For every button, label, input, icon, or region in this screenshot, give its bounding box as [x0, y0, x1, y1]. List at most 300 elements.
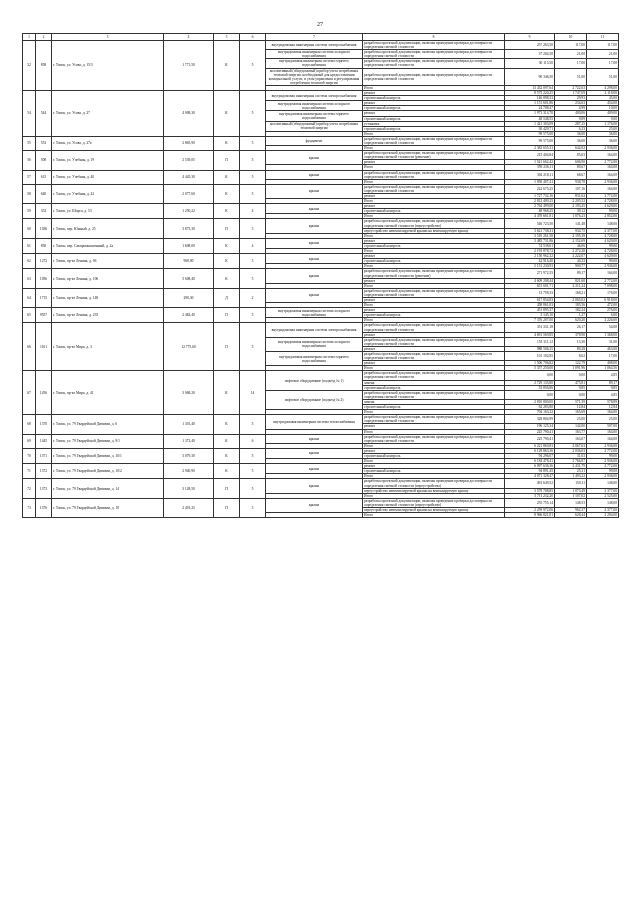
- work-cost: 225 790,41: [505, 434, 555, 443]
- house-area: 2 077,60: [164, 184, 214, 203]
- max-cost: 164,00: [587, 434, 619, 443]
- specific-cost: 2 193,45: [555, 204, 587, 209]
- work-type: разработка проектной документации, включая проведение проверки достоверности определения сметной стоимости: [363, 352, 505, 361]
- row-number: 58: [23, 184, 36, 203]
- row-number: 55: [23, 136, 36, 150]
- col-header: 10: [555, 34, 587, 41]
- page-number: 27: [317, 22, 323, 28]
- total-cost: 6 184 478,41: [505, 459, 555, 464]
- work-cost: 2 810 800,00: [505, 399, 555, 404]
- work-type: разработка проектной документации, включая проведение проверки достоверности определения сметной стоимости: [363, 184, 505, 193]
- specific-cost: 9,89: [555, 116, 587, 121]
- max-cost: 2 772,00: [587, 278, 619, 283]
- wall-material: К: [214, 184, 240, 203]
- total-specific-cost: 36,00: [555, 131, 587, 136]
- work-type: строительный контроль: [363, 106, 505, 111]
- work-cost: 0,00: [505, 371, 555, 380]
- wall-material: П: [214, 151, 240, 170]
- house-id: 1372: [36, 464, 52, 479]
- specific-cost: 821,60: [555, 278, 587, 283]
- house-address: г. Томск, ул. 79 Гвардейской Дивизии, д. 14: [52, 479, 164, 498]
- system-name: внутридомовая инженерная система горячего водоснабжения: [266, 111, 363, 121]
- total-max-cost: 4 298,00: [587, 85, 619, 90]
- house-id: 508: [36, 151, 52, 170]
- house-area: 3 079,30: [164, 448, 214, 463]
- max-cost: 6 918,00: [587, 297, 619, 302]
- total-label: Итого: [363, 443, 505, 448]
- work-type: переустройство невентилируемой крыши на вентилируемую крышу: [363, 488, 505, 493]
- work-type: строительный контроль: [363, 469, 505, 474]
- col-header: 9: [505, 34, 555, 41]
- wall-material: К: [214, 91, 240, 137]
- specific-cost: 2 036,03: [555, 448, 587, 453]
- house-id: 544: [36, 91, 52, 137]
- specific-cost: 0,00: [555, 371, 587, 380]
- max-cost: 1 176,00: [587, 121, 619, 126]
- work-cost: 146 898,33: [505, 96, 555, 101]
- max-cost: 21,00: [587, 50, 619, 59]
- specific-cost: 0,00: [555, 390, 587, 399]
- floor-count: 14: [240, 371, 266, 415]
- work-type: ремонт: [363, 111, 505, 116]
- specific-cost: 475,81: [555, 380, 587, 385]
- work-cost: 13 758,33: [505, 288, 555, 297]
- work-cost: 3 485 731,86: [505, 238, 555, 243]
- max-cost: 99,00: [587, 469, 619, 474]
- work-type: ремонт: [363, 91, 505, 96]
- specific-cost: 25,31: [555, 469, 587, 474]
- house-id: 1036: [36, 219, 52, 238]
- max-cost: 276,00: [587, 308, 619, 313]
- specific-cost: 13,36: [555, 337, 587, 346]
- work-cost: 37 204,50: [505, 50, 555, 59]
- work-type: ремонт: [363, 424, 505, 429]
- specific-cost: 9,85: [555, 385, 587, 390]
- specific-cost: 89,17: [555, 269, 587, 278]
- max-cost: 54,00: [587, 323, 619, 332]
- total-specific-cost: 642,02: [555, 146, 587, 151]
- floor-count: 5: [240, 170, 266, 184]
- work-type: строительный контроль: [363, 126, 505, 131]
- specific-cost: 141,48: [555, 219, 587, 228]
- system-name: крыша: [266, 479, 363, 493]
- specific-cost: 80,28: [555, 346, 587, 351]
- specific-cost: 378,90: [555, 332, 587, 337]
- total-max-cost: 36,00: [587, 131, 619, 136]
- house-address: г. Томск, ул. Усова, д. 15/3: [52, 41, 164, 91]
- max-cost: 6,00: [587, 313, 619, 318]
- specific-cost: 44,33: [555, 259, 587, 264]
- max-cost: 2 772,00: [587, 464, 619, 469]
- system-name: крыша: [266, 184, 363, 198]
- specific-cost: 168,21: [555, 288, 587, 297]
- col-header: 7: [266, 34, 363, 41]
- work-type: разработка проектной документации, включая проведение проверки достоверности определения сметной стоимости: [363, 59, 505, 68]
- specific-cost: 234,63: [555, 101, 587, 106]
- work-cost: 48 548,55: [505, 116, 555, 121]
- max-cost: 2 772,00: [587, 448, 619, 453]
- col-header: 6: [240, 34, 266, 41]
- col-header: 3: [52, 34, 164, 41]
- total-label: Итого: [363, 283, 505, 288]
- specific-cost: 962,37: [555, 508, 587, 513]
- total-cost: 651 601,71: [505, 283, 555, 288]
- total-max-cost: 4 728,00: [587, 199, 619, 204]
- max-cost: 36,00: [587, 136, 619, 145]
- wall-material: П: [214, 308, 240, 323]
- specific-cost: 571,39: [555, 399, 587, 404]
- floor-count: 5: [240, 151, 266, 170]
- total-max-cost: 164,00: [587, 410, 619, 415]
- system-name: крыша: [266, 498, 363, 512]
- house-area: 5 608,40: [164, 269, 214, 288]
- total-max-cost: 2 525,00: [587, 493, 619, 498]
- table-row: [23, 170, 619, 179]
- system-name: крыша: [266, 464, 363, 474]
- work-type: ремонт: [363, 278, 505, 283]
- wall-material: П: [214, 479, 240, 498]
- max-cost: 164,00: [587, 269, 619, 278]
- work-cost: 3 145,10: [505, 313, 555, 318]
- house-address: г. Томск, ул. 79 Гвардейской Дивизии, д. 18: [52, 498, 164, 517]
- max-cost: 2 118,00: [587, 91, 619, 96]
- total-label: Итого: [363, 303, 505, 308]
- work-type: строительный контроль: [363, 405, 505, 410]
- table-row: [23, 136, 619, 145]
- work-cost: 8 575 220,25: [505, 91, 555, 96]
- house-id: 1161: [36, 323, 52, 371]
- work-type: разработка проектной документации, включая проведение проверки достоверности определения сметной стоимости: [363, 415, 505, 424]
- row-number: 54: [23, 91, 36, 137]
- house-id: 615: [36, 170, 52, 184]
- floor-count: 5: [240, 464, 266, 479]
- work-cost: 90 346,50: [505, 68, 555, 85]
- work-type: разработка проектной документации, включая проведение проверки достоверности определения сметной стоимости (переустройство): [363, 219, 505, 228]
- system-name: коллективный (общедомовый) прибор учета потребления тепловой энергии, необходимый для предоставления коммунальной услуги, и узлы управления и регулирования потребления тепловой энергии: [266, 68, 363, 85]
- house-id: 1715: [36, 288, 52, 307]
- max-cost: 99,00: [587, 259, 619, 264]
- house-id: 1272: [36, 254, 52, 269]
- system-name: внутридомовая инженерная система теплоснабжения: [266, 415, 363, 429]
- row-number: 52: [23, 41, 36, 91]
- max-cost: 99,00: [587, 243, 619, 248]
- house-area: 3 128,50: [164, 479, 214, 498]
- max-cost: 507,00: [587, 424, 619, 429]
- total-max-cost: 2 936,00: [587, 459, 619, 464]
- work-cost: 30 429,71: [505, 126, 555, 131]
- total-cost: 359 236,11: [505, 165, 555, 170]
- wall-material: П: [214, 323, 240, 371]
- max-cost: 164,00: [587, 151, 619, 160]
- work-type: разработка проектной документации, включая проведение проверки достоверности определения сметной стоимости: [363, 434, 505, 443]
- floor-count: 6: [240, 434, 266, 448]
- col-header: 1: [23, 34, 36, 41]
- max-cost: 2 377,00: [587, 508, 619, 513]
- work-type: ремонт: [363, 332, 505, 337]
- total-label: Итого: [363, 131, 505, 136]
- table-row: [23, 288, 619, 297]
- table-row: [23, 323, 619, 332]
- work-type: строительный контроль: [363, 259, 505, 264]
- total-max-cost: 164,00: [587, 165, 619, 170]
- specific-cost: 400,06: [555, 111, 587, 116]
- work-type: строительный контроль: [363, 209, 505, 214]
- work-type: разработка проектной документации, включая проведение проверки достоверности определения сметной стоимости: [363, 68, 505, 85]
- house-id: 553: [36, 136, 52, 150]
- total-specific-cost: 1 076,23: [555, 214, 587, 219]
- work-cost: 94 891,45: [505, 469, 555, 474]
- specific-cost: 85,03: [555, 151, 587, 160]
- max-cost: 4 629,00: [587, 254, 619, 259]
- work-cost: 1 421 303,09: [505, 121, 555, 126]
- total-specific-cost: 163,77: [555, 429, 587, 434]
- work-cost: 6 097 636,36: [505, 464, 555, 469]
- max-cost: 164,00: [587, 170, 619, 179]
- total-cost: 8 966 821,81: [505, 513, 555, 518]
- wall-material: К: [214, 269, 240, 288]
- max-cost: 463,00: [587, 346, 619, 351]
- total-max-cost: 2 226,00: [587, 318, 619, 323]
- work-type: разработка проектной документации, включая проведение проверки достоверности определения сметной стоимости: [363, 170, 505, 179]
- house-area: 2 491,25: [164, 498, 214, 517]
- work-cost: 0,00: [505, 390, 555, 399]
- work-cost: 24 708,47: [505, 106, 555, 111]
- total-label: Итого: [363, 233, 505, 238]
- total-specific-cost: 938,78: [555, 179, 587, 184]
- total-specific-cost: 2 205,52: [555, 199, 587, 204]
- work-cost: 271 972,55: [505, 269, 555, 278]
- total-max-cost: 2 936,00: [587, 443, 619, 448]
- floor-count: 5: [240, 479, 266, 498]
- total-cost: 458 861,03: [505, 303, 555, 308]
- system-name: внутридомовая инженерная система холодного водоснабжения: [266, 101, 363, 111]
- floor-count: 4: [240, 204, 266, 219]
- work-cost: 153 311,12: [505, 337, 555, 346]
- work-type: строительный контроль: [363, 453, 505, 458]
- work-cost: 1 506 706,82: [505, 361, 555, 366]
- floor-count: 5: [240, 41, 266, 91]
- wall-material: К: [214, 415, 240, 434]
- wall-material: Д: [214, 288, 240, 307]
- system-name: внутридомовая инженерная система холодного водоснабжения: [266, 50, 363, 59]
- work-type: строительный контроль: [363, 243, 505, 248]
- work-type: ремонт: [363, 464, 505, 469]
- work-cost: 215 404,84: [505, 151, 555, 160]
- work-cost: 491 649,52: [505, 479, 555, 488]
- work-type: строительный контроль: [363, 313, 505, 318]
- max-cost: 99,00: [587, 453, 619, 458]
- specific-cost: 287,25: [555, 121, 587, 126]
- row-number: 61: [23, 238, 36, 253]
- specific-cost: 2 152,69: [555, 238, 587, 243]
- row-number: 67: [23, 371, 36, 415]
- work-type: разработка проектной документации, включая проведение проверки достоверности определения сметной стоимости (решение): [363, 269, 505, 278]
- total-cost: 13 432 097,64: [505, 85, 555, 90]
- work-cost: 1 973 314,70: [505, 111, 555, 116]
- max-cost: 25,00: [587, 126, 619, 131]
- max-cost: 45,00: [587, 96, 619, 101]
- house-address: г. Томск, ул. 79 Гвардейской Дивизии, д. 10/1: [52, 448, 164, 463]
- max-cost: 117,00: [587, 41, 619, 50]
- work-cost: 1 541 662,42: [505, 160, 555, 165]
- floor-count: 5: [240, 184, 266, 203]
- system-name: фундамент: [266, 136, 363, 145]
- table-row: [23, 371, 619, 380]
- max-cost: 4 629,00: [587, 204, 619, 209]
- total-specific-cost: 2 722,63: [555, 85, 587, 90]
- house-address: г. Томск, пр-кт Ленина, д. 106: [52, 269, 164, 288]
- work-cost: 257 263,50: [505, 41, 555, 50]
- work-cost: 2 764 499,00: [505, 204, 555, 209]
- wall-material: К: [214, 204, 240, 219]
- house-address: г. Томск, ул. Учебная, д. 40: [52, 170, 164, 184]
- total-cost: 1 950 407,41: [505, 179, 555, 184]
- house-id: 352: [36, 204, 52, 219]
- floor-count: 2: [240, 288, 266, 307]
- row-number: 70: [23, 448, 36, 463]
- total-specific-cost: 2 272,28: [555, 249, 587, 254]
- work-type: ремонт: [363, 361, 505, 366]
- house-area: 4 445,30: [164, 170, 214, 184]
- row-number: 73: [23, 498, 36, 517]
- system-name: внутридомовая инженерная система горячего водоснабжения: [266, 59, 363, 68]
- specific-cost: 46,06: [555, 243, 587, 248]
- max-cost: 408,00: [587, 361, 619, 366]
- row-number: 60: [23, 219, 36, 238]
- system-name: внутридомовая инженерная система холодного водоснабжения: [266, 337, 363, 351]
- specific-cost: 122,79: [555, 361, 587, 366]
- row-number: 66: [23, 323, 36, 371]
- system-name: крыша: [266, 151, 363, 165]
- work-type: разработка проектной документации, включая проведение проверки достоверности определения сметной стоимости: [363, 371, 505, 380]
- work-cost: 53 856,86: [505, 385, 555, 390]
- work-cost: 4 691 569,85: [505, 332, 555, 337]
- specific-cost: 831,62: [555, 194, 587, 199]
- max-cost: 2 772,00: [587, 194, 619, 199]
- wall-material: П: [214, 498, 240, 517]
- system-name: внутридомовая инженерная система горячего водоснабжения: [266, 352, 363, 366]
- house-area: 1 372,40: [164, 434, 214, 448]
- work-cost: 222 675,25: [505, 184, 555, 193]
- total-specific-cost: 2 211,24: [555, 283, 587, 288]
- total-max-cost: 2 936,00: [587, 264, 619, 269]
- max-cost: 10,00: [587, 106, 619, 111]
- work-cost: 62 283,80: [505, 405, 555, 410]
- system-name: крыша: [266, 448, 363, 458]
- house-address: г. Томск, пер. Южный, д. 25: [52, 219, 164, 238]
- total-cost: 5 151 230,93: [505, 264, 555, 269]
- total-max-cost: 4 728,00: [587, 249, 619, 254]
- house-id: 1373: [36, 479, 52, 498]
- specific-cost: 182,24: [555, 308, 587, 313]
- max-cost: 148,00: [587, 479, 619, 488]
- total-specific-cost: 183,56: [555, 303, 587, 308]
- total-label: Итого: [363, 199, 505, 204]
- house-area: 2 482,40: [164, 308, 214, 323]
- work-cost: 451 895,37: [505, 308, 555, 313]
- work-type: ремонт: [363, 194, 505, 199]
- specific-cost: 142,00: [555, 424, 587, 429]
- col-header: 5: [214, 34, 240, 41]
- max-cost: 51,00: [587, 68, 619, 85]
- work-type: ремонт: [363, 204, 505, 209]
- specific-cost: 1 747,09: [555, 91, 587, 96]
- work-type: ремонт: [363, 101, 505, 106]
- house-address: г. Томск, ул. Учебная, д. 19: [52, 151, 164, 170]
- table-row: [23, 41, 619, 50]
- work-type: разработка проектной документации, включая проведение проверки достоверности определения сметной стоимости: [363, 323, 505, 332]
- wall-material: К: [214, 41, 240, 91]
- total-max-cost: 2 936,00: [587, 474, 619, 479]
- total-label: Итого: [363, 366, 505, 371]
- wall-material: К: [214, 371, 240, 415]
- total-label: Итого: [363, 474, 505, 479]
- total-cost: 6 221 860,83: [505, 443, 555, 448]
- wall-material: К: [214, 170, 240, 184]
- specific-cost: 107,16: [555, 184, 587, 193]
- specific-cost: 2 431,79: [555, 464, 587, 469]
- total-label: Итого: [363, 214, 505, 219]
- work-cost: 94 296,07: [505, 453, 555, 458]
- max-cost: 4 629,00: [587, 238, 619, 243]
- col-header: 11: [587, 34, 619, 41]
- specific-cost: 68,67: [555, 170, 587, 179]
- total-label: Итого: [363, 85, 505, 90]
- max-cost: 17,00: [587, 59, 619, 68]
- floor-count: 3: [240, 254, 266, 269]
- house-area: 968,00: [164, 254, 214, 269]
- work-cost: 30 115,50: [505, 59, 555, 68]
- system-name: внутридомовая инженерная система электроснабжения: [266, 41, 363, 50]
- max-cost: 409,00: [587, 111, 619, 116]
- max-cost: 578,89: [587, 399, 619, 404]
- wall-material: К: [214, 464, 240, 479]
- house-address: г. Томск, пр-кт Ленина, д. 148: [52, 288, 164, 307]
- total-cost: 2 812 409,25: [505, 199, 555, 204]
- house-address: г. Томск, ул. 79 Гвардейской Дивизии, д. 6: [52, 415, 164, 434]
- total-specific-cost: 1 107,02: [555, 493, 587, 498]
- max-cost: 1 368,00: [587, 332, 619, 337]
- total-specific-cost: 80,67: [555, 165, 587, 170]
- house-address: г. Томск, ул. 79 Гвардейской Дивизии, д. 10/2: [52, 464, 164, 479]
- work-type: ремонт: [363, 160, 505, 165]
- total-cost: 99 575,00: [505, 131, 555, 136]
- house-area: 1 301,40: [164, 415, 214, 434]
- system-blank: [266, 513, 363, 518]
- system-name: крыша: [266, 219, 363, 233]
- total-cost: 4 071 328,47: [505, 474, 555, 479]
- max-cost: 17,00: [587, 352, 619, 361]
- work-cost: 302 218,11: [505, 170, 555, 179]
- max-cost: 12,84: [587, 405, 619, 410]
- specific-cost: 8,62: [555, 352, 587, 361]
- row-number: 72: [23, 479, 36, 498]
- house-address: г. Томск, ул. Усова, д. 27а: [52, 136, 164, 150]
- work-cost: 988 506,35: [505, 346, 555, 351]
- col-header: 2: [36, 34, 52, 41]
- specific-cost: 2 065,02: [555, 297, 587, 302]
- row-number: 57: [23, 170, 36, 184]
- system-name: крыша: [266, 238, 363, 248]
- work-cost: 2 150 962,32: [505, 254, 555, 259]
- system-name: крыша: [266, 170, 363, 179]
- house-id: 1370: [36, 415, 52, 434]
- work-type: замена: [363, 399, 505, 404]
- work-type: разработка проектной документации, включая проведение проверки достоверности определения сметной стоимости (решение): [363, 151, 505, 160]
- house-id: 858: [36, 41, 52, 91]
- system-name: крыша: [266, 269, 363, 283]
- specific-cost: 163,07: [555, 434, 587, 443]
